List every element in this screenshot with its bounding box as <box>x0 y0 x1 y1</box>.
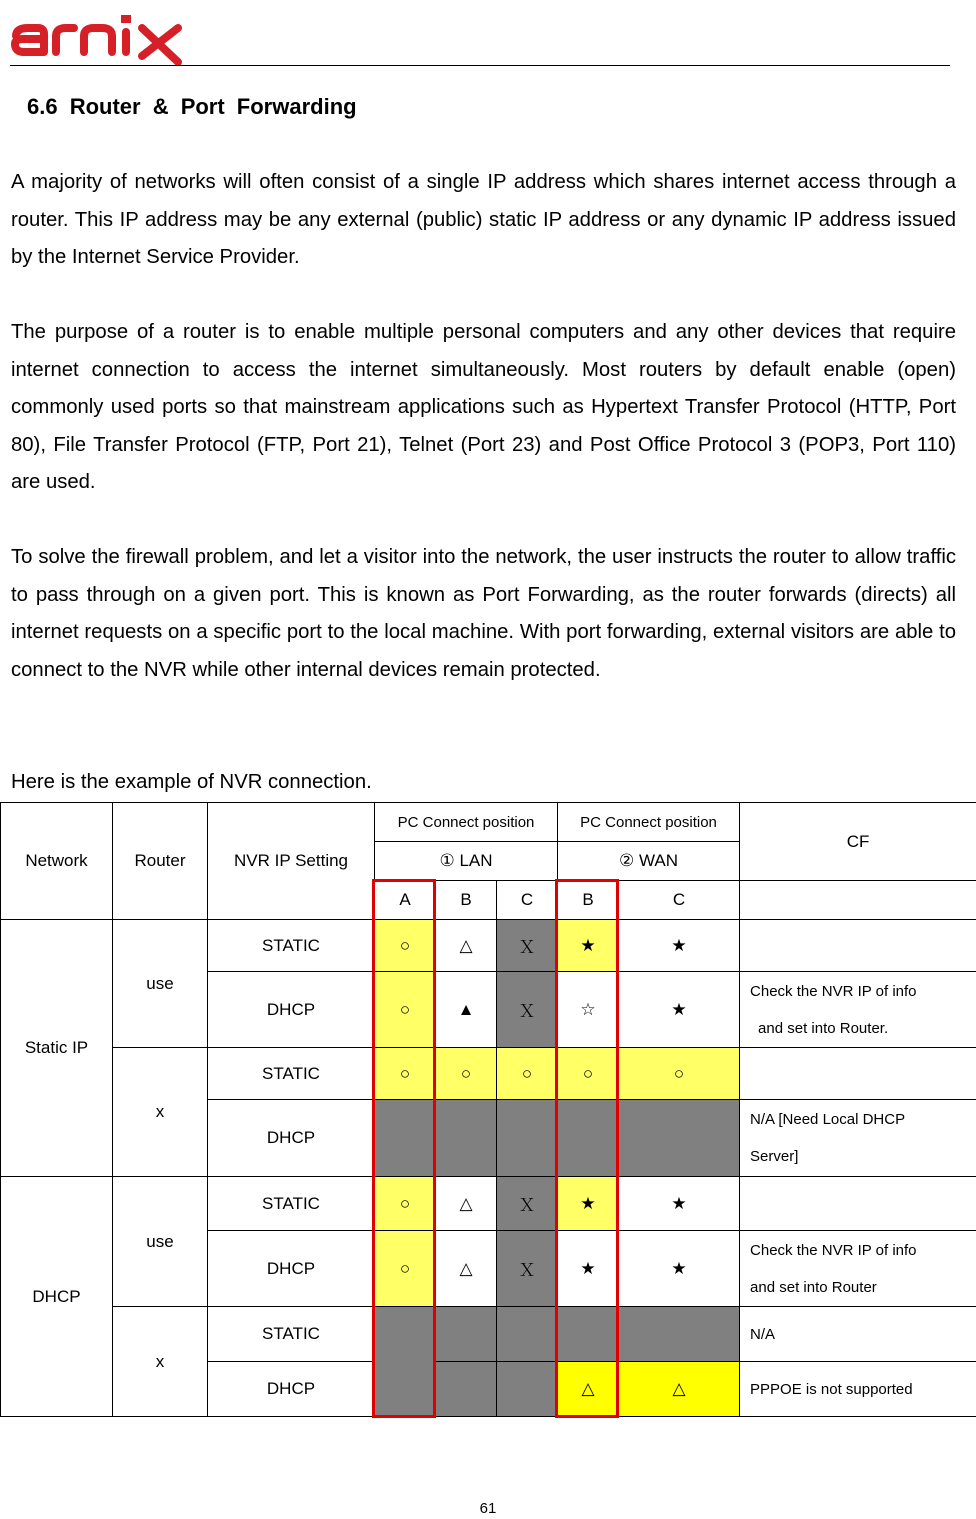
cell: △ <box>436 1231 497 1307</box>
cf-note: N/A <box>740 1307 976 1362</box>
cell: ○ <box>375 920 436 972</box>
col-c: C <box>497 881 558 920</box>
cf-note-line-2: and set into Router <box>750 1278 877 1296</box>
nvr-setting: STATIC <box>208 920 375 972</box>
cell <box>619 1100 740 1177</box>
cell: Ｘ <box>497 920 558 972</box>
paragraph-1: A majority of networks will often consist of a single IP address which shares internet access through a router. This IP address may be any external (public) static IP address or any dynamic IP address issued by the Internet Service Provider. <box>11 171 956 269</box>
cell <box>497 1307 558 1362</box>
table-row <box>1 1307 976 1362</box>
section-title: 6.6 Router & Port Forwarding <box>27 94 357 119</box>
nvr-setting: DHCP <box>208 1362 375 1417</box>
cf-note <box>740 972 976 1048</box>
cell <box>436 1307 497 1362</box>
col-b: B <box>436 881 497 920</box>
cell: △ <box>436 1177 497 1231</box>
cell <box>619 1307 740 1362</box>
cf-note <box>740 1231 976 1307</box>
cf-note-line-1: Check the NVR IP of info <box>750 982 917 1000</box>
cell <box>558 1100 619 1177</box>
col-wan-c: C <box>619 881 740 920</box>
header-pc-position-2: PC Connect position <box>558 803 740 842</box>
cell: ○ <box>375 1048 436 1100</box>
nvr-setting: DHCP <box>208 972 375 1048</box>
cell: △ <box>558 1362 619 1417</box>
nvr-setting: DHCP <box>208 1100 375 1177</box>
cell: ★ <box>619 1177 740 1231</box>
cell: △ <box>619 1362 740 1417</box>
page-number: 61 <box>479 1500 497 1517</box>
group-static-ip: Static IP <box>1 920 113 1177</box>
cf-note: PPPOE is not supported <box>740 1362 976 1417</box>
nvr-setting: DHCP <box>208 1231 375 1307</box>
cf-note <box>740 1100 976 1177</box>
cell: ★ <box>558 920 619 972</box>
group-dhcp: DHCP <box>1 1177 113 1417</box>
header-wan: ② WAN <box>558 842 740 881</box>
header-nvr-ip: NVR IP Setting <box>208 803 375 920</box>
cell: Ｘ <box>497 972 558 1048</box>
cell: ★ <box>619 920 740 972</box>
paragraph-2: The purpose of a router is to enable multiple personal computers and any other devices that require internet connection to access the internet simultaneously. Most routers by default enable (open) commonly used ports so that mainstream applications such as Hypertext Transfer Protocol (HTTP, Port 80), File Transfer Protocol (FTP, Port 21), Telnet (Port 23) and Post Office Protocol 3 (POP3, Port 110) are used. <box>11 321 956 494</box>
cell: ○ <box>375 1231 436 1307</box>
header-network: Network <box>1 803 113 920</box>
paragraph-3: To solve the firewall problem, and let a visitor into the network, the user instructs the router to allow traffic to pass through on a given port. This is known as Port Forwarding, as the router forwards (directs) all internet requests on a specific port to the local machine. With port forwarding, external visitors are able to connect to the NVR while other internal devices remain protected. <box>11 546 956 681</box>
paragraph-4: Here is the example of NVR connection. <box>11 771 372 793</box>
cf-note <box>740 920 976 972</box>
nvr-setting: STATIC <box>208 1048 375 1100</box>
cell: ○ <box>436 1048 497 1100</box>
nvr-setting: STATIC <box>208 1177 375 1231</box>
header-cf: CF <box>740 803 976 881</box>
router-x: x <box>113 1307 208 1417</box>
table-row <box>1 1048 976 1100</box>
router-use: use <box>113 1177 208 1307</box>
cell: Ｘ <box>497 1231 558 1307</box>
cell: Ｘ <box>497 1177 558 1231</box>
cell: ○ <box>375 972 436 1048</box>
table-row <box>1 920 976 972</box>
cell: ○ <box>619 1048 740 1100</box>
cell <box>497 1100 558 1177</box>
cf-empty <box>740 881 976 920</box>
cell: ★ <box>619 1231 740 1307</box>
cell: ☆ <box>558 972 619 1048</box>
cell <box>497 1362 558 1417</box>
col-wan-b: B <box>558 881 619 920</box>
arnix-logo <box>10 14 185 66</box>
cell: ▲ <box>436 972 497 1048</box>
cf-note-line-1: Check the NVR IP of info <box>750 1241 917 1259</box>
router-use: use <box>113 920 208 1048</box>
header-router: Router <box>113 803 208 920</box>
cf-note-line-1: N/A [Need Local DHCP <box>750 1111 906 1128</box>
cell <box>436 1100 497 1177</box>
cell <box>375 1307 436 1417</box>
col-a: A <box>375 881 436 920</box>
cell: ★ <box>558 1177 619 1231</box>
table-row <box>1 1177 976 1231</box>
cell <box>375 1100 436 1177</box>
router-x: x <box>113 1048 208 1177</box>
cell <box>558 1307 619 1362</box>
cf-note-line-2: and set into Router. <box>758 1019 889 1037</box>
header-pc-position-1: PC Connect position <box>375 803 558 842</box>
cf-note-line-2: Server] <box>750 1148 799 1165</box>
header-lan: ① LAN <box>375 842 558 881</box>
nvr-connection-table <box>0 802 976 1417</box>
cell: △ <box>436 920 497 972</box>
header-rule <box>10 65 950 66</box>
cf-note <box>740 1048 976 1100</box>
nvr-setting: STATIC <box>208 1307 375 1362</box>
cell: ○ <box>558 1048 619 1100</box>
cell: ○ <box>375 1177 436 1231</box>
cell <box>436 1362 497 1417</box>
cell: ○ <box>497 1048 558 1100</box>
cell: ★ <box>619 972 740 1048</box>
cf-note <box>740 1177 976 1231</box>
cell: ★ <box>558 1231 619 1307</box>
